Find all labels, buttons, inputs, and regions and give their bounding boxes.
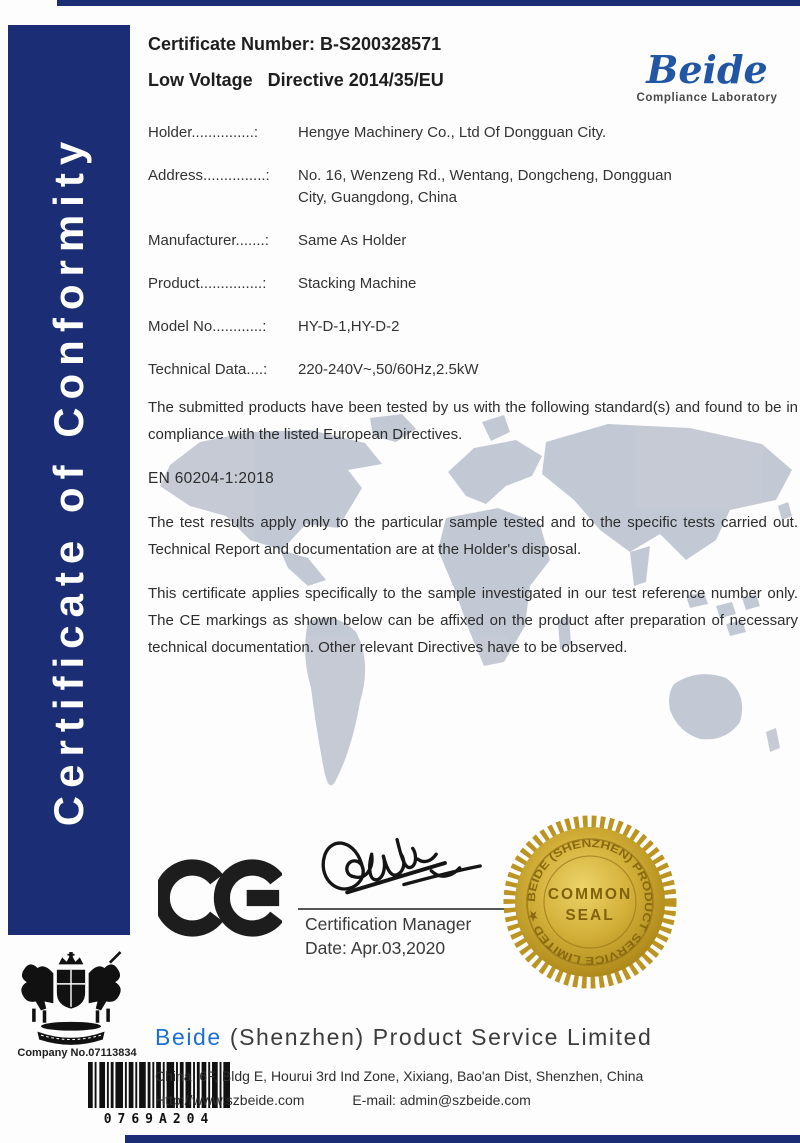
field-value: Stacking Machine <box>298 275 417 292</box>
field-value: HY-D-1,HY-D-2 <box>298 318 400 335</box>
field-value: 220-240V~,50/60Hz,2.5kW <box>298 361 479 378</box>
gold-common-seal <box>498 810 682 994</box>
certificate-title-vertical: Certificate of Conformity <box>45 133 92 827</box>
field-label: Product...............: <box>148 275 267 292</box>
field-label: Address...............: <box>148 167 270 184</box>
seal-ring-text: BEIDE (SHENZHEN) PRODUCT SERVICE LIMITED ★ <box>525 837 655 967</box>
royal-coat-of-arms-icon <box>18 950 124 1046</box>
paragraph-test-results: The test results apply only to the particular sample tested and to the specific tests carried out. Technical Report and documentation are at the Holder's disposal. <box>148 514 798 558</box>
field-value: No. 16, Wenzeng Rd., Wentang, Dongcheng, Dongguan City, Guangdong, China <box>298 167 672 206</box>
field-value: Same As Holder <box>298 232 407 249</box>
footer-company-name <box>155 1024 652 1051</box>
seal-center-line2: SEAL <box>565 907 615 924</box>
field-label: Technical Data....: <box>148 361 268 378</box>
field-row-model <box>148 316 796 338</box>
footer-address: China: 6F, Bldg E, Hourui 3rd Ind Zone, Xixiang, Bao'an Dist, Shenzhen, China <box>155 1068 644 1084</box>
certificate-number: Certificate Number: B-S200328571 <box>148 34 442 54</box>
paragraph-ce-markings: This certificate applies specifically to the sample investigated in our test reference number only. The CE markings as shown below can be affixed on the product after preparation of necessary technical documentation. Other relevant Directives have to be observed. <box>148 585 798 656</box>
certificate-body <box>148 394 798 678</box>
field-label: Model No............: <box>148 318 267 335</box>
footer-email: E-mail: admin@szbeide.com <box>352 1092 531 1108</box>
field-row-product <box>148 273 796 295</box>
signer-role: Certification Manager <box>305 914 472 934</box>
field-label: Holder...............: <box>148 124 259 141</box>
standard-reference: EN 60204-1:2018 <box>148 470 275 487</box>
directive-line: Low Voltage Directive 2014/35/EU <box>148 70 444 90</box>
field-row-address <box>148 165 796 209</box>
beide-logo <box>618 47 796 104</box>
beide-logo-wordmark: Beide <box>646 47 768 92</box>
seal-center-line1: COMMON <box>547 886 633 903</box>
ce-mark-icon <box>158 850 282 946</box>
field-row-holder <box>148 122 796 144</box>
footer-company-name-rest: (Shenzhen) Product Service Limited <box>221 1024 653 1050</box>
beide-logo-tagline: Compliance Laboratory <box>636 91 778 104</box>
bottom-rule <box>125 1135 800 1143</box>
field-value: Hengye Machinery Co., Ltd Of Dongguan City. <box>298 124 607 141</box>
certificate-fields <box>148 122 796 402</box>
barcode-digits: 0769A204 <box>103 1112 215 1127</box>
top-rule <box>57 0 800 6</box>
footer-company-name-beide: Beide <box>155 1024 222 1050</box>
paragraph-standards-intro: The submitted products have been tested by us with the following standard(s) and found to be in compliance with the listed European Directives. <box>148 399 798 443</box>
signature-date: Date: Apr.03,2020 <box>305 938 446 958</box>
field-row-technical-data <box>148 359 796 381</box>
signature-scribble-icon <box>300 820 500 908</box>
footer-links <box>155 1092 531 1108</box>
field-label: Manufacturer.......: <box>148 232 269 249</box>
sidebar-band <box>8 25 130 935</box>
footer-website: Http://www.szbeide.com <box>155 1092 305 1108</box>
signature-rule <box>298 908 513 910</box>
company-number: Company No.07113834 <box>17 1047 137 1059</box>
field-row-manufacturer <box>148 230 796 252</box>
